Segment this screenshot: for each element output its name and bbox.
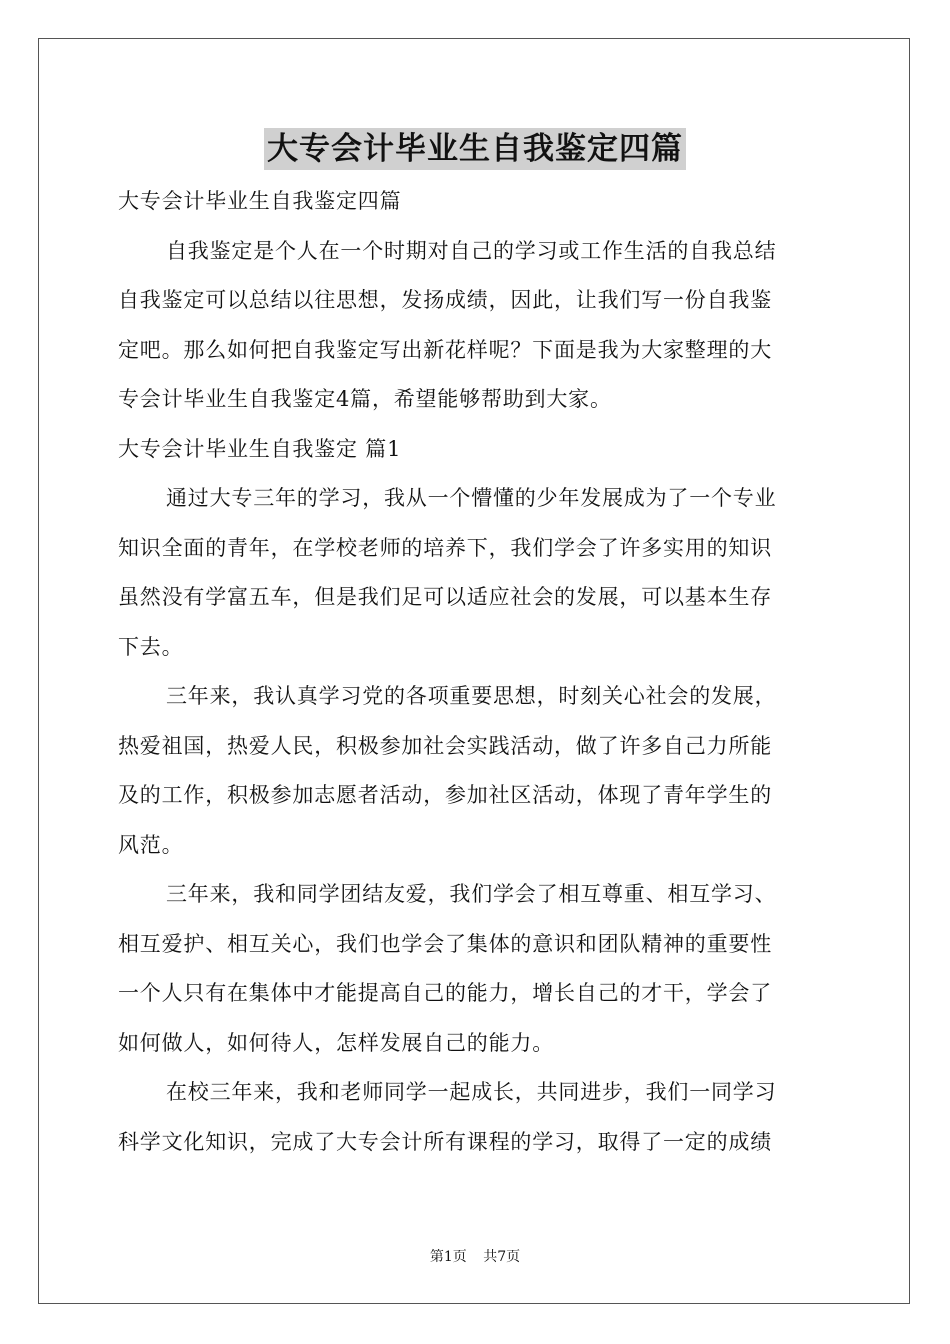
text-line: 科学文化知识，完成了大专会计所有课程的学习，取得了一定的成绩 — [118, 1129, 772, 1154]
text-line: 热爱祖国，热爱人民，积极参加社会实践活动，做了许多自己力所能 — [118, 733, 772, 758]
text-line: 虽然没有学富五车，但是我们足可以适应社会的发展，可以基本生存 — [118, 585, 772, 609]
text-line: 及的工作，积极参加志愿者活动，参加社区活动，体现了青年学生的 — [118, 783, 772, 807]
text-line: 在校三年来，我和老师同学一起成长，共同进步，我们一同学习 — [166, 1080, 777, 1104]
text-line: 一个人只有在集体中才能提高自己的能力，增长自己的才干，学会了 — [118, 981, 772, 1005]
text-line: 自我鉴定是个人在一个时期对自己的学习或工作生活的自我总结 — [166, 238, 777, 263]
text-line: 相互爱护、相互关心，我们也学会了集体的意识和团队精神的重要性 — [118, 931, 772, 956]
page-number-total: 共7页 — [483, 1249, 521, 1265]
text-line: 三年来，我和同学团结友爱，我们学会了相互尊重、相互学习、 — [166, 882, 777, 906]
text-line: 下去。 — [118, 634, 184, 659]
text-line: 大专会计毕业生自我鉴定四篇 — [118, 189, 402, 213]
page-footer — [0, 1246, 950, 1266]
document-body — [118, 177, 834, 1167]
document-title: 大专会计毕业生自我鉴定四篇 — [264, 128, 686, 170]
text-line: 大专会计毕业生自我鉴定 篇1 — [118, 436, 402, 461]
text-line: 知识全面的青年，在学校老师的培养下，我们学会了许多实用的知识 — [118, 535, 772, 560]
text-line: 通过大专三年的学习，我从一个懵懂的少年发展成为了一个专业 — [166, 486, 777, 510]
page-number-current: 第1页 — [429, 1249, 467, 1265]
text-line: 如何做人，如何待人，怎样发展自己的能力。 — [118, 1030, 554, 1055]
text-line: 定吧。那么如何把自我鉴定写出新花样呢？下面是我为大家整理的大 — [118, 337, 772, 362]
text-line: 风范。 — [118, 832, 184, 857]
text-line: 自我鉴定可以总结以往思想，发扬成绩，因此，让我们写一份自我鉴 — [118, 288, 772, 312]
text-line: 三年来，我认真学习党的各项重要思想，时刻关心社会的发展， — [166, 684, 777, 708]
text-line: 专会计毕业生自我鉴定4篇，希望能够帮助到大家。 — [118, 387, 612, 411]
title-container — [0, 128, 950, 170]
